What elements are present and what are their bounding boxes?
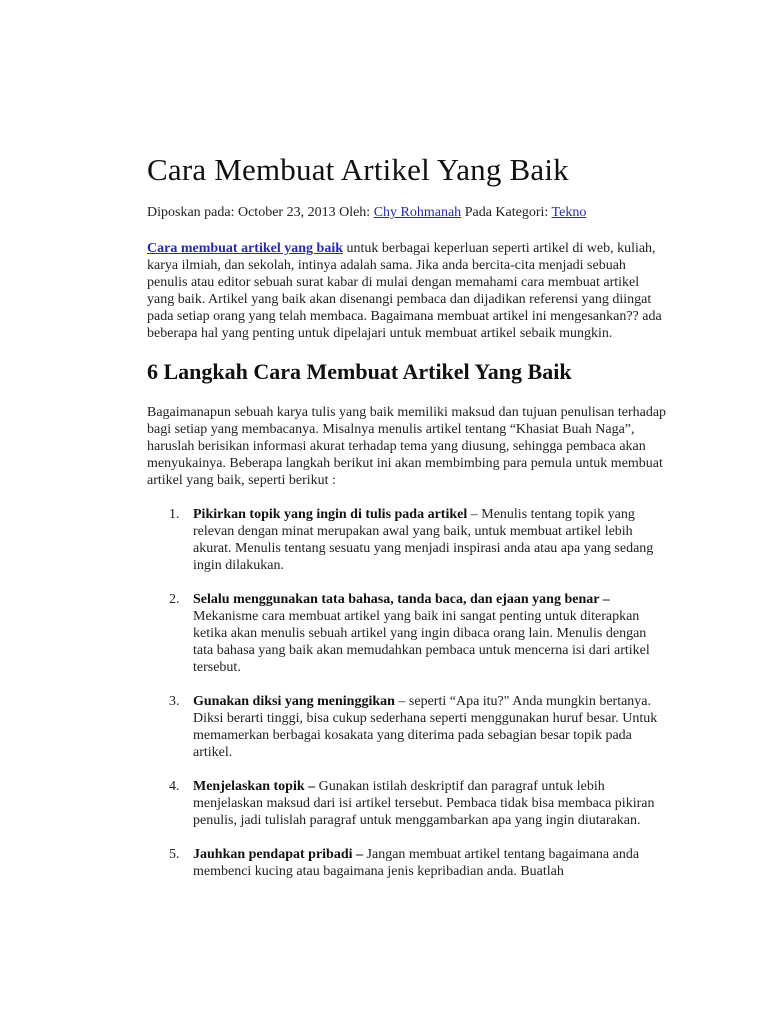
intro-paragraph bbox=[147, 240, 667, 342]
document-page bbox=[147, 150, 667, 897]
step-heading: Pikirkan topik yang ingin di tulis pada artikel bbox=[193, 507, 468, 522]
list-number: 1. bbox=[169, 507, 180, 522]
category-link[interactable]: Tekno bbox=[551, 205, 587, 220]
post-date: October 23, 2013 bbox=[237, 205, 336, 220]
list-number: 2. bbox=[169, 592, 180, 607]
step-heading: Gunakan diksi yang meninggikan bbox=[193, 694, 395, 709]
step-text: – seperti “Apa itu?" Anda mungkin bertanya. Diksi berarti tinggi, bisa cukup sederhana seperti menggunakan huruf besar. Untuk memamerkan berbagai kosakata yang diterima pada sebagian besar topik pada artikel. bbox=[193, 694, 658, 760]
list-item bbox=[147, 693, 661, 761]
list-number: 3. bbox=[169, 694, 180, 709]
category-label: Pada Kategori: bbox=[461, 205, 552, 220]
step-heading: Selalu menggunakan tata bahasa, tanda baca, dan ejaan yang benar – bbox=[193, 592, 610, 607]
article-title: Cara Membuat Artikel Yang Baik bbox=[147, 152, 569, 187]
step-text: Gunakan istilah deskriptif dan paragraf untuk lebih menjelaskan maksud dari isi artikel tersebut. Pembaca tidak bisa membaca pikiran penulis, jadi tulislah paragraf untuk menggambarkan apa yang ingin diutarakan. bbox=[193, 779, 655, 828]
posted-label: Diposkan pada: bbox=[147, 205, 238, 220]
list-number: 4. bbox=[169, 779, 180, 794]
list-item bbox=[147, 778, 661, 829]
steps-list bbox=[147, 506, 667, 880]
step-heading: Jauhkan pendapat pribadi – bbox=[193, 847, 364, 862]
list-item bbox=[147, 506, 661, 574]
author-label: Oleh: bbox=[335, 205, 374, 220]
list-item bbox=[147, 846, 661, 880]
intro-text: untuk berbagai keperluan seperti artikel di web, kuliah, karya ilmiah, dan sekolah, intinya adalah sama. Jika anda bercita-cita menjadi sebuah penulis atau editor sebuah surat kabar di mulai dengan memahami cara membuat artikel yang baik. Artikel yang baik akan disenangi pembaca dan dijadikan referensi yang diingat pada setiap orang yang telah membaca. Bagaimana membuat artikel ini mengesankan?? ada beberapa hal yang penting untuk dipelajari untuk membuat artikel sebaik mungkin. bbox=[147, 241, 662, 341]
step-heading: Menjelaskan topik – bbox=[193, 779, 316, 794]
post-meta bbox=[147, 204, 667, 222]
list-number: 5. bbox=[169, 847, 180, 862]
intro-keyword-link[interactable]: Cara membuat artikel yang baik bbox=[147, 241, 343, 256]
list-item bbox=[147, 591, 661, 676]
step-text: Jangan membuat artikel tentang bagaimana anda membenci kucing atau bagaimana jenis kepribadian anda. Buatlah bbox=[193, 847, 640, 879]
step-text: Mekanisme cara membuat artikel yang baik ini sangat penting untuk diterapkan ketika akan menulis sebuah artikel yang ingin dibaca orang lain. Menulis dengan tata bahasa yang baik akan memudahkan pembaca untuk mencerna isi dari artikel tersebut. bbox=[193, 609, 650, 675]
section-heading: 6 Langkah Cara Membuat Artikel Yang Baik bbox=[147, 359, 572, 384]
author-link[interactable]: Chy Rohmanah bbox=[373, 205, 462, 220]
lead-paragraph: Bagaimanapun sebuah karya tulis yang baik memiliki maksud dan tujuan penulisan terhadap bagi setiap yang membacanya. Misalnya menulis artikel tentang “Khasiat Buah Naga”, haruslah berisikan informasi akurat terhadap tema yang diusung, sehingga pembaca akan menyukainya. Beberapa langkah berikut ini akan membimbing para pemula untuk membuat artikel yang baik, seperti berikut : bbox=[147, 405, 667, 488]
step-text: – Menulis tentang topik yang relevan dengan minat merupakan awal yang baik, untuk membuat artikel lebih akurat. Menulis tentang sesuatu yang menjadi inspirasi anda atau apa yang sedang ingin dilakukan. bbox=[193, 507, 654, 573]
